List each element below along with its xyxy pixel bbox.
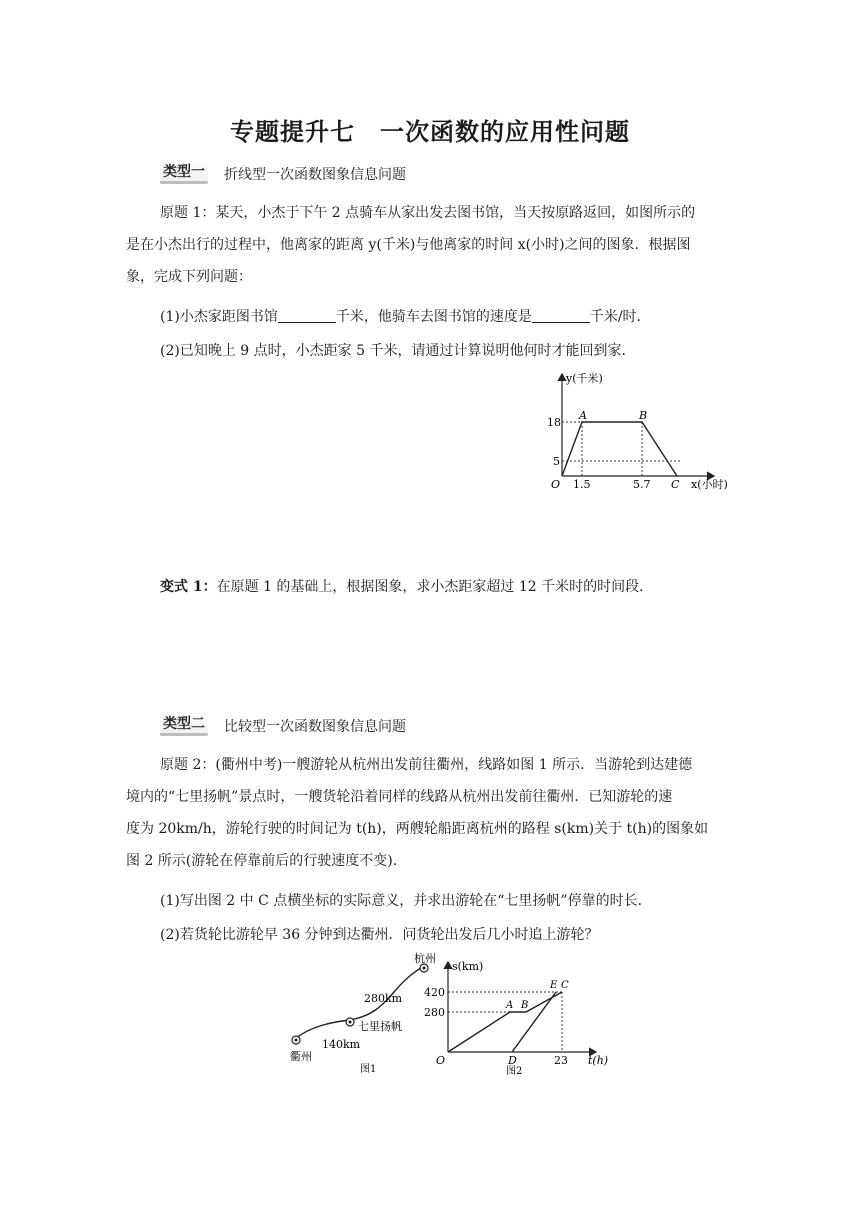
point-e-label: E <box>550 980 558 991</box>
distance-140: 140km <box>322 1038 361 1051</box>
type-one-badge: 类型一 <box>160 160 208 184</box>
problem1-question2: (2)已知晚上 9 点时，小杰距家 5 千米，请通过计算说明他何时才能回到家． <box>160 343 636 359</box>
problem2-line4: 图 2 所示(游轮在停靠前后的行驶速度不变). <box>126 853 398 869</box>
problem1-question1 <box>160 306 651 326</box>
journey-line <box>562 422 677 476</box>
x-tick-5-7: 5.7 <box>633 478 651 491</box>
problem2-line1 <box>160 754 692 774</box>
s-axis-label: s(km) <box>452 960 484 973</box>
problem1-label: 原题 1： <box>160 205 216 221</box>
city-hangzhou: 杭州 <box>414 952 436 965</box>
point-b2-label: B <box>521 1000 529 1011</box>
point-a-label: A <box>579 409 587 422</box>
y-tick-5: 5 <box>553 455 560 468</box>
figure1-caption: 图1 <box>360 1064 377 1075</box>
ships-graph-figure <box>420 956 610 1080</box>
problem2-line2: 境内的“七里扬帆”景点时，一艘货轮沿着同样的线路从杭州出发前往衢州．已知游轮的速 <box>126 789 673 805</box>
q1-part2: 千米，他骑车去图书馆的速度是 <box>335 309 532 325</box>
point-c-label: C <box>671 478 680 491</box>
type-two-heading: 比较型一次函数图象信息问题 <box>224 719 406 735</box>
y-axis-label: y(千米) <box>566 372 603 385</box>
figure2-caption: 图2 <box>506 1066 523 1077</box>
origin2-label: O <box>436 1054 446 1067</box>
problem1-line3: 象，完成下列问题： <box>126 269 252 285</box>
x-axis-label: x(小时) <box>691 478 728 491</box>
origin-label: O <box>551 478 561 491</box>
problem2-question2: (2)若货轮比游轮早 36 分钟到达衢州．问货轮出发后几小时追上游轮？ <box>160 927 599 943</box>
point-a2-label: A <box>506 1000 514 1011</box>
distance-280: 280km <box>364 992 403 1005</box>
variant1-text: 在原题 1 的基础上，根据图象，求小杰距家超过 12 千米时的时间段． <box>216 579 654 595</box>
s-tick-280: 280 <box>424 1006 445 1019</box>
point-d-label: D <box>508 1054 517 1067</box>
cruise-line <box>448 992 562 1052</box>
q1-part1: (1)小杰家距图书馆 <box>160 309 278 325</box>
q1-part3: 千米/时． <box>589 309 651 325</box>
problem2-question1: (1)写出图 2 中 C 点横坐标的实际意义，并求出游轮在“七里扬帆”停靠的时长． <box>160 893 652 909</box>
stop-qilifan: 七里扬帆 <box>358 1020 402 1033</box>
distance-time-graph <box>536 366 736 492</box>
problem1-line2: 是在小杰出行的过程中，他离家的距离 y(千米)与他离家的时间 x(小时)之间的图象．根据图 <box>126 237 691 253</box>
problem1-line1 <box>160 202 695 222</box>
point-c2-label: C <box>561 980 569 991</box>
s-tick-420: 420 <box>424 986 445 999</box>
variant1-label: 变式 1： <box>160 579 217 595</box>
page-title: 专题提升七 一次函数的应用性问题 <box>230 118 630 146</box>
y-tick-18: 18 <box>547 416 561 429</box>
problem2-line3: 度为 20km/h，游轮行驶的时间记为 t(h)，两艘轮船距离杭州的路程 s(km)关于 t(h)的图象如 <box>126 821 709 837</box>
x-tick-1-5: 1.5 <box>573 478 591 491</box>
variant1 <box>160 576 653 596</box>
problem2-label: 原题 2： <box>160 757 216 773</box>
type-two-badge: 类型二 <box>160 712 208 736</box>
cargo-line <box>512 992 556 1052</box>
city-quzhou: 衢州 <box>290 1050 312 1063</box>
answer-blank-distance[interactable] <box>278 308 336 323</box>
problem2-text1: (衢州中考)一艘游轮从杭州出发前往衢州，线路如图 1 所示．当游轮到达建德 <box>215 757 693 773</box>
point-b-label: B <box>639 409 648 422</box>
problem1-text1: 某天，小杰于下午 2 点骑车从家出发去图书馆，当天按原路返回，如图所示的 <box>215 205 696 221</box>
t-tick-23: 23 <box>554 1054 568 1067</box>
answer-blank-speed[interactable] <box>532 308 590 323</box>
type-one-heading: 折线型一次函数图象信息问题 <box>224 167 406 183</box>
t-axis-label: t(h) <box>588 1054 609 1067</box>
